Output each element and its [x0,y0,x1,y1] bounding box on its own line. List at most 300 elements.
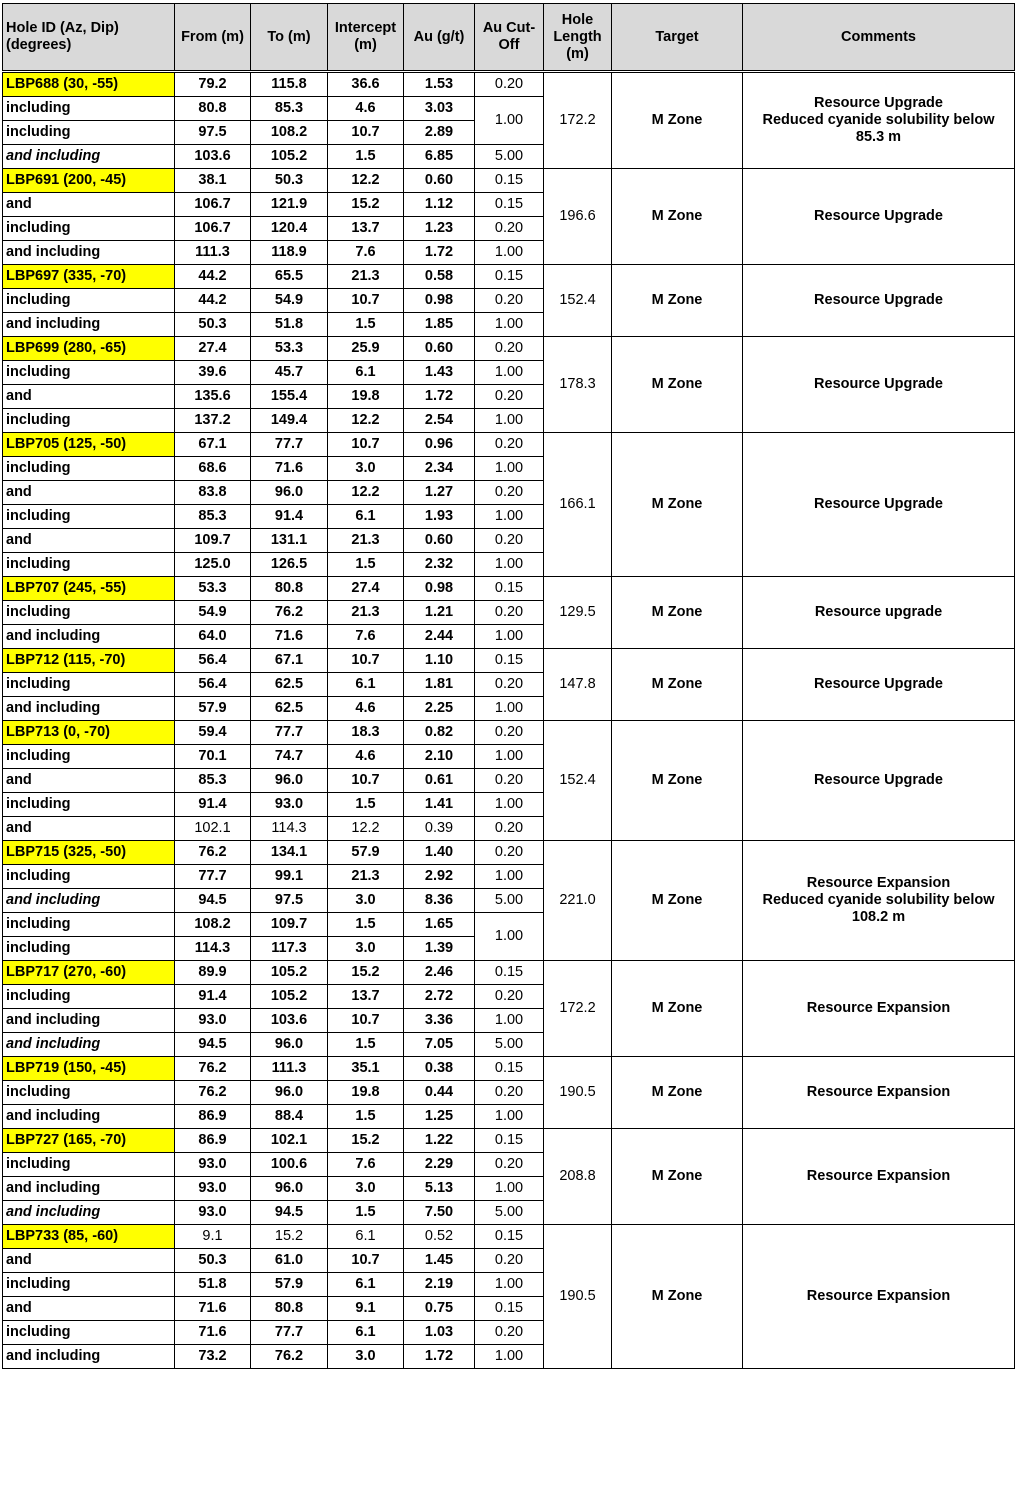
from-cell: 91.4 [175,793,251,817]
from-cell: 38.1 [175,169,251,193]
hole-group [3,337,1015,433]
header-row [3,4,1015,72]
intercept-cell: 7.6 [328,241,404,265]
to-cell: 134.1 [251,841,328,865]
to-cell: 53.3 [251,337,328,361]
from-cell: 137.2 [175,409,251,433]
target-cell: M Zone [612,841,743,961]
to-cell: 114.3 [251,817,328,841]
cutoff-cell: 0.20 [475,1249,544,1273]
to-cell: 155.4 [251,385,328,409]
au-grade-cell: 0.38 [404,1057,475,1081]
comment-line: Resource Expansion [806,1168,951,1184]
au-grade-cell: 1.03 [404,1321,475,1345]
hole-group [3,961,1015,1057]
au-grade-cell: 1.25 [404,1105,475,1129]
interval-label-cell: and [3,817,175,841]
interval-label-cell: and including [3,1105,175,1129]
cutoff-cell: 0.15 [475,265,544,289]
to-cell: 88.4 [251,1105,328,1129]
intercept-cell: 12.2 [328,169,404,193]
to-cell: 126.5 [251,553,328,577]
hole-group [3,72,1015,169]
au-grade-cell: 7.05 [404,1033,475,1057]
interval-label-cell: including [3,865,175,889]
from-cell: 64.0 [175,625,251,649]
au-grade-cell: 2.25 [404,697,475,721]
au-grade-cell: 7.50 [404,1201,475,1225]
cutoff-cell: 0.15 [475,1297,544,1321]
interval-label-cell: including [3,673,175,697]
cutoff-cell: 1.00 [475,313,544,337]
interval-label-cell: and [3,193,175,217]
from-cell: 73.2 [175,1345,251,1369]
intercept-cell: 1.5 [328,1033,404,1057]
from-cell: 67.1 [175,433,251,457]
au-grade-cell: 0.60 [404,529,475,553]
cutoff-cell: 5.00 [475,145,544,169]
au-grade-cell: 1.72 [404,1345,475,1369]
interval-label-cell: and including [3,889,175,913]
interval-label-cell: including [3,97,175,121]
cutoff-cell: 1.00 [475,913,544,961]
to-cell: 105.2 [251,145,328,169]
drill-results-table [2,3,1015,1369]
to-cell: 120.4 [251,217,328,241]
hole-id-cell: LBP727 (165, -70) [3,1129,175,1153]
table-row [3,72,1015,97]
intercept-cell: 4.6 [328,97,404,121]
cutoff-cell: 0.20 [475,817,544,841]
cutoff-cell: 0.20 [475,385,544,409]
intercept-cell: 1.5 [328,1105,404,1129]
comments-cell [743,721,1015,841]
intercept-cell: 19.8 [328,385,404,409]
intercept-cell: 12.2 [328,409,404,433]
to-cell: 54.9 [251,289,328,313]
from-cell: 93.0 [175,1201,251,1225]
comment-line: Resource Expansion [806,875,951,891]
to-cell: 62.5 [251,697,328,721]
comments-cell [743,265,1015,337]
from-cell: 85.3 [175,505,251,529]
au-grade-cell: 0.52 [404,1225,475,1249]
cutoff-cell: 1.00 [475,1009,544,1033]
intercept-cell: 10.7 [328,649,404,673]
to-cell: 96.0 [251,769,328,793]
comments-cell [743,169,1015,265]
intercept-cell: 3.0 [328,889,404,913]
interval-label-cell: including [3,553,175,577]
hole-length-cell: 190.5 [544,1225,612,1369]
intercept-cell: 10.7 [328,433,404,457]
hole-length-cell: 178.3 [544,337,612,433]
from-cell: 94.5 [175,1033,251,1057]
au-grade-cell: 2.10 [404,745,475,769]
to-cell: 109.7 [251,913,328,937]
header-hole-id: Hole ID (Az, Dip) (degrees) [3,4,175,72]
intercept-cell: 12.2 [328,817,404,841]
to-cell: 74.7 [251,745,328,769]
hole-group [3,841,1015,961]
interval-label-cell: including [3,1321,175,1345]
from-cell: 51.8 [175,1273,251,1297]
cutoff-cell: 0.20 [475,481,544,505]
au-grade-cell: 0.61 [404,769,475,793]
from-cell: 50.3 [175,1249,251,1273]
interval-label-cell: including [3,409,175,433]
au-grade-cell: 0.60 [404,337,475,361]
table-row [3,649,1015,673]
intercept-cell: 1.5 [328,313,404,337]
to-cell: 77.7 [251,721,328,745]
interval-label-cell: and including [3,241,175,265]
hole-id-cell: LBP699 (280, -65) [3,337,175,361]
to-cell: 103.6 [251,1009,328,1033]
target-cell: M Zone [612,337,743,433]
from-cell: 79.2 [175,72,251,97]
au-grade-cell: 3.03 [404,97,475,121]
cutoff-cell: 5.00 [475,1201,544,1225]
target-cell: M Zone [612,169,743,265]
interval-label-cell: and [3,481,175,505]
interval-label-cell: including [3,985,175,1009]
cutoff-cell: 0.20 [475,673,544,697]
to-cell: 61.0 [251,1249,328,1273]
interval-label-cell: and including [3,313,175,337]
intercept-cell: 13.7 [328,985,404,1009]
hole-id-cell: LBP688 (30, -55) [3,72,175,97]
au-grade-cell: 1.72 [404,241,475,265]
hole-id-cell: LBP719 (150, -45) [3,1057,175,1081]
cutoff-cell: 1.00 [475,97,544,145]
from-cell: 106.7 [175,193,251,217]
intercept-cell: 25.9 [328,337,404,361]
au-grade-cell: 1.27 [404,481,475,505]
comments-cell [743,577,1015,649]
interval-label-cell: including [3,217,175,241]
from-cell: 114.3 [175,937,251,961]
interval-label-cell: and including [3,625,175,649]
intercept-cell: 4.6 [328,745,404,769]
hole-group [3,169,1015,265]
to-cell: 45.7 [251,361,328,385]
to-cell: 94.5 [251,1201,328,1225]
hole-length-cell: 152.4 [544,265,612,337]
intercept-cell: 1.5 [328,1201,404,1225]
cutoff-cell: 0.20 [475,721,544,745]
intercept-cell: 1.5 [328,913,404,937]
from-cell: 89.9 [175,961,251,985]
from-cell: 135.6 [175,385,251,409]
to-cell: 51.8 [251,313,328,337]
au-grade-cell: 2.92 [404,865,475,889]
to-cell: 80.8 [251,1297,328,1321]
interval-label-cell: including [3,361,175,385]
intercept-cell: 10.7 [328,289,404,313]
cutoff-cell: 1.00 [475,865,544,889]
table-row [3,337,1015,361]
interval-label-cell: and [3,385,175,409]
hole-group [3,1129,1015,1225]
comment-line: Resource Expansion [806,1084,951,1100]
au-grade-cell: 1.41 [404,793,475,817]
hole-length-cell: 129.5 [544,577,612,649]
cutoff-cell: 1.00 [475,1105,544,1129]
hole-group [3,1057,1015,1129]
hole-group [3,577,1015,649]
to-cell: 96.0 [251,1033,328,1057]
target-cell: M Zone [612,577,743,649]
intercept-cell: 15.2 [328,193,404,217]
interval-label-cell: including [3,1153,175,1177]
interval-label-cell: and including [3,145,175,169]
interval-label-cell: and [3,529,175,553]
comments-cell [743,1057,1015,1129]
to-cell: 121.9 [251,193,328,217]
intercept-cell: 3.0 [328,1177,404,1201]
to-cell: 96.0 [251,1081,328,1105]
from-cell: 70.1 [175,745,251,769]
au-grade-cell: 1.23 [404,217,475,241]
intercept-cell: 21.3 [328,529,404,553]
interval-label-cell: and [3,769,175,793]
cutoff-cell: 1.00 [475,793,544,817]
comment-line: Resource Upgrade [814,208,943,224]
cutoff-cell: 0.20 [475,433,544,457]
from-cell: 9.1 [175,1225,251,1249]
au-grade-cell: 0.44 [404,1081,475,1105]
hole-id-cell: LBP715 (325, -50) [3,841,175,865]
table-row [3,841,1015,865]
cutoff-cell: 0.15 [475,169,544,193]
au-grade-cell: 1.12 [404,193,475,217]
comment-line: Reduced cyanide solubility below [762,112,995,128]
target-cell: M Zone [612,961,743,1057]
comment-line: Resource Upgrade [814,376,943,392]
to-cell: 97.5 [251,889,328,913]
cutoff-cell: 1.00 [475,457,544,481]
from-cell: 53.3 [175,577,251,601]
cutoff-cell: 5.00 [475,1033,544,1057]
au-grade-cell: 5.13 [404,1177,475,1201]
intercept-cell: 10.7 [328,121,404,145]
to-cell: 77.7 [251,1321,328,1345]
cutoff-cell: 0.20 [475,217,544,241]
comments-cell [743,961,1015,1057]
intercept-cell: 3.0 [328,937,404,961]
hole-group [3,721,1015,841]
header-target: Target [612,4,743,72]
cutoff-cell: 0.15 [475,1225,544,1249]
intercept-cell: 6.1 [328,673,404,697]
comment-line: Resource Upgrade [814,676,943,692]
header-comments: Comments [743,4,1015,72]
intercept-cell: 27.4 [328,577,404,601]
target-cell: M Zone [612,1225,743,1369]
au-grade-cell: 0.58 [404,265,475,289]
au-grade-cell: 1.21 [404,601,475,625]
from-cell: 93.0 [175,1009,251,1033]
cutoff-cell: 1.00 [475,1177,544,1201]
cutoff-cell: 0.15 [475,193,544,217]
from-cell: 106.7 [175,217,251,241]
comments-cell [743,649,1015,721]
from-cell: 83.8 [175,481,251,505]
intercept-cell: 1.5 [328,793,404,817]
from-cell: 125.0 [175,553,251,577]
from-cell: 111.3 [175,241,251,265]
au-grade-cell: 2.19 [404,1273,475,1297]
header-cutoff: Au Cut-Off [475,4,544,72]
hole-id-cell: LBP717 (270, -60) [3,961,175,985]
interval-label-cell: including [3,457,175,481]
intercept-cell: 3.0 [328,1345,404,1369]
comment-line: 108.2 m [851,909,906,925]
hole-group [3,1225,1015,1369]
header-from: From (m) [175,4,251,72]
interval-label-cell: including [3,745,175,769]
au-grade-cell: 1.85 [404,313,475,337]
cutoff-cell: 0.20 [475,985,544,1009]
to-cell: 62.5 [251,673,328,697]
hole-length-cell: 221.0 [544,841,612,961]
to-cell: 93.0 [251,793,328,817]
to-cell: 76.2 [251,601,328,625]
to-cell: 105.2 [251,961,328,985]
to-cell: 115.8 [251,72,328,97]
cutoff-cell: 1.00 [475,361,544,385]
from-cell: 76.2 [175,841,251,865]
au-grade-cell: 0.60 [404,169,475,193]
hole-length-cell: 172.2 [544,72,612,169]
interval-label-cell: and [3,1297,175,1321]
cutoff-cell: 0.20 [475,769,544,793]
intercept-cell: 6.1 [328,361,404,385]
comment-line: Resource Upgrade [814,772,943,788]
from-cell: 50.3 [175,313,251,337]
interval-label-cell: including [3,121,175,145]
from-cell: 85.3 [175,769,251,793]
au-grade-cell: 2.72 [404,985,475,1009]
hole-group [3,649,1015,721]
intercept-cell: 35.1 [328,1057,404,1081]
comment-line: Resource upgrade [814,604,943,620]
cutoff-cell: 1.00 [475,697,544,721]
comments-cell [743,433,1015,577]
hole-id-cell: LBP705 (125, -50) [3,433,175,457]
target-cell: M Zone [612,1057,743,1129]
au-grade-cell: 1.93 [404,505,475,529]
interval-label-cell: including [3,937,175,961]
table-row [3,961,1015,985]
interval-label-cell: including [3,1081,175,1105]
hole-length-cell: 208.8 [544,1129,612,1225]
intercept-cell: 6.1 [328,1225,404,1249]
header-intercept: Intercept (m) [328,4,404,72]
au-grade-cell: 2.89 [404,121,475,145]
from-cell: 44.2 [175,289,251,313]
cutoff-cell: 1.00 [475,625,544,649]
comment-line: Resource Upgrade [814,496,943,512]
hole-length-cell: 172.2 [544,961,612,1057]
from-cell: 80.8 [175,97,251,121]
table-row [3,577,1015,601]
interval-label-cell: including [3,289,175,313]
cutoff-cell: 0.20 [475,1153,544,1177]
to-cell: 65.5 [251,265,328,289]
to-cell: 57.9 [251,1273,328,1297]
intercept-cell: 18.3 [328,721,404,745]
intercept-cell: 6.1 [328,505,404,529]
intercept-cell: 7.6 [328,1153,404,1177]
cutoff-cell: 0.15 [475,961,544,985]
intercept-cell: 6.1 [328,1273,404,1297]
cutoff-cell: 0.15 [475,1057,544,1081]
target-cell: M Zone [612,1129,743,1225]
from-cell: 76.2 [175,1057,251,1081]
au-grade-cell: 1.39 [404,937,475,961]
to-cell: 15.2 [251,1225,328,1249]
target-cell: M Zone [612,433,743,577]
from-cell: 86.9 [175,1105,251,1129]
hole-group [3,433,1015,577]
target-cell: M Zone [612,265,743,337]
table-row [3,1225,1015,1249]
comment-line: Resource Upgrade [814,95,943,111]
au-grade-cell: 0.39 [404,817,475,841]
interval-label-cell: including [3,913,175,937]
cutoff-cell: 0.15 [475,649,544,673]
cutoff-cell: 0.20 [475,1081,544,1105]
to-cell: 149.4 [251,409,328,433]
header-hole-length: Hole Length (m) [544,4,612,72]
from-cell: 71.6 [175,1321,251,1345]
intercept-cell: 10.7 [328,1249,404,1273]
au-grade-cell: 1.10 [404,649,475,673]
cutoff-cell: 0.20 [475,289,544,313]
to-cell: 102.1 [251,1129,328,1153]
comment-line: Resource Expansion [806,1000,951,1016]
au-grade-cell: 2.54 [404,409,475,433]
to-cell: 77.7 [251,433,328,457]
hole-length-cell: 147.8 [544,649,612,721]
interval-label-cell: and [3,1249,175,1273]
cutoff-cell: 5.00 [475,889,544,913]
from-cell: 102.1 [175,817,251,841]
au-grade-cell: 2.46 [404,961,475,985]
to-cell: 131.1 [251,529,328,553]
intercept-cell: 10.7 [328,1009,404,1033]
target-cell: M Zone [612,72,743,169]
from-cell: 39.6 [175,361,251,385]
intercept-cell: 10.7 [328,769,404,793]
table-row [3,265,1015,289]
comments-cell [743,841,1015,961]
to-cell: 117.3 [251,937,328,961]
au-grade-cell: 2.44 [404,625,475,649]
au-grade-cell: 0.98 [404,577,475,601]
intercept-cell: 15.2 [328,961,404,985]
interval-label-cell: including [3,1273,175,1297]
to-cell: 108.2 [251,121,328,145]
au-grade-cell: 2.34 [404,457,475,481]
intercept-cell: 4.6 [328,697,404,721]
cutoff-cell: 1.00 [475,241,544,265]
hole-length-cell: 196.6 [544,169,612,265]
intercept-cell: 9.1 [328,1297,404,1321]
hole-id-cell: LBP713 (0, -70) [3,721,175,745]
